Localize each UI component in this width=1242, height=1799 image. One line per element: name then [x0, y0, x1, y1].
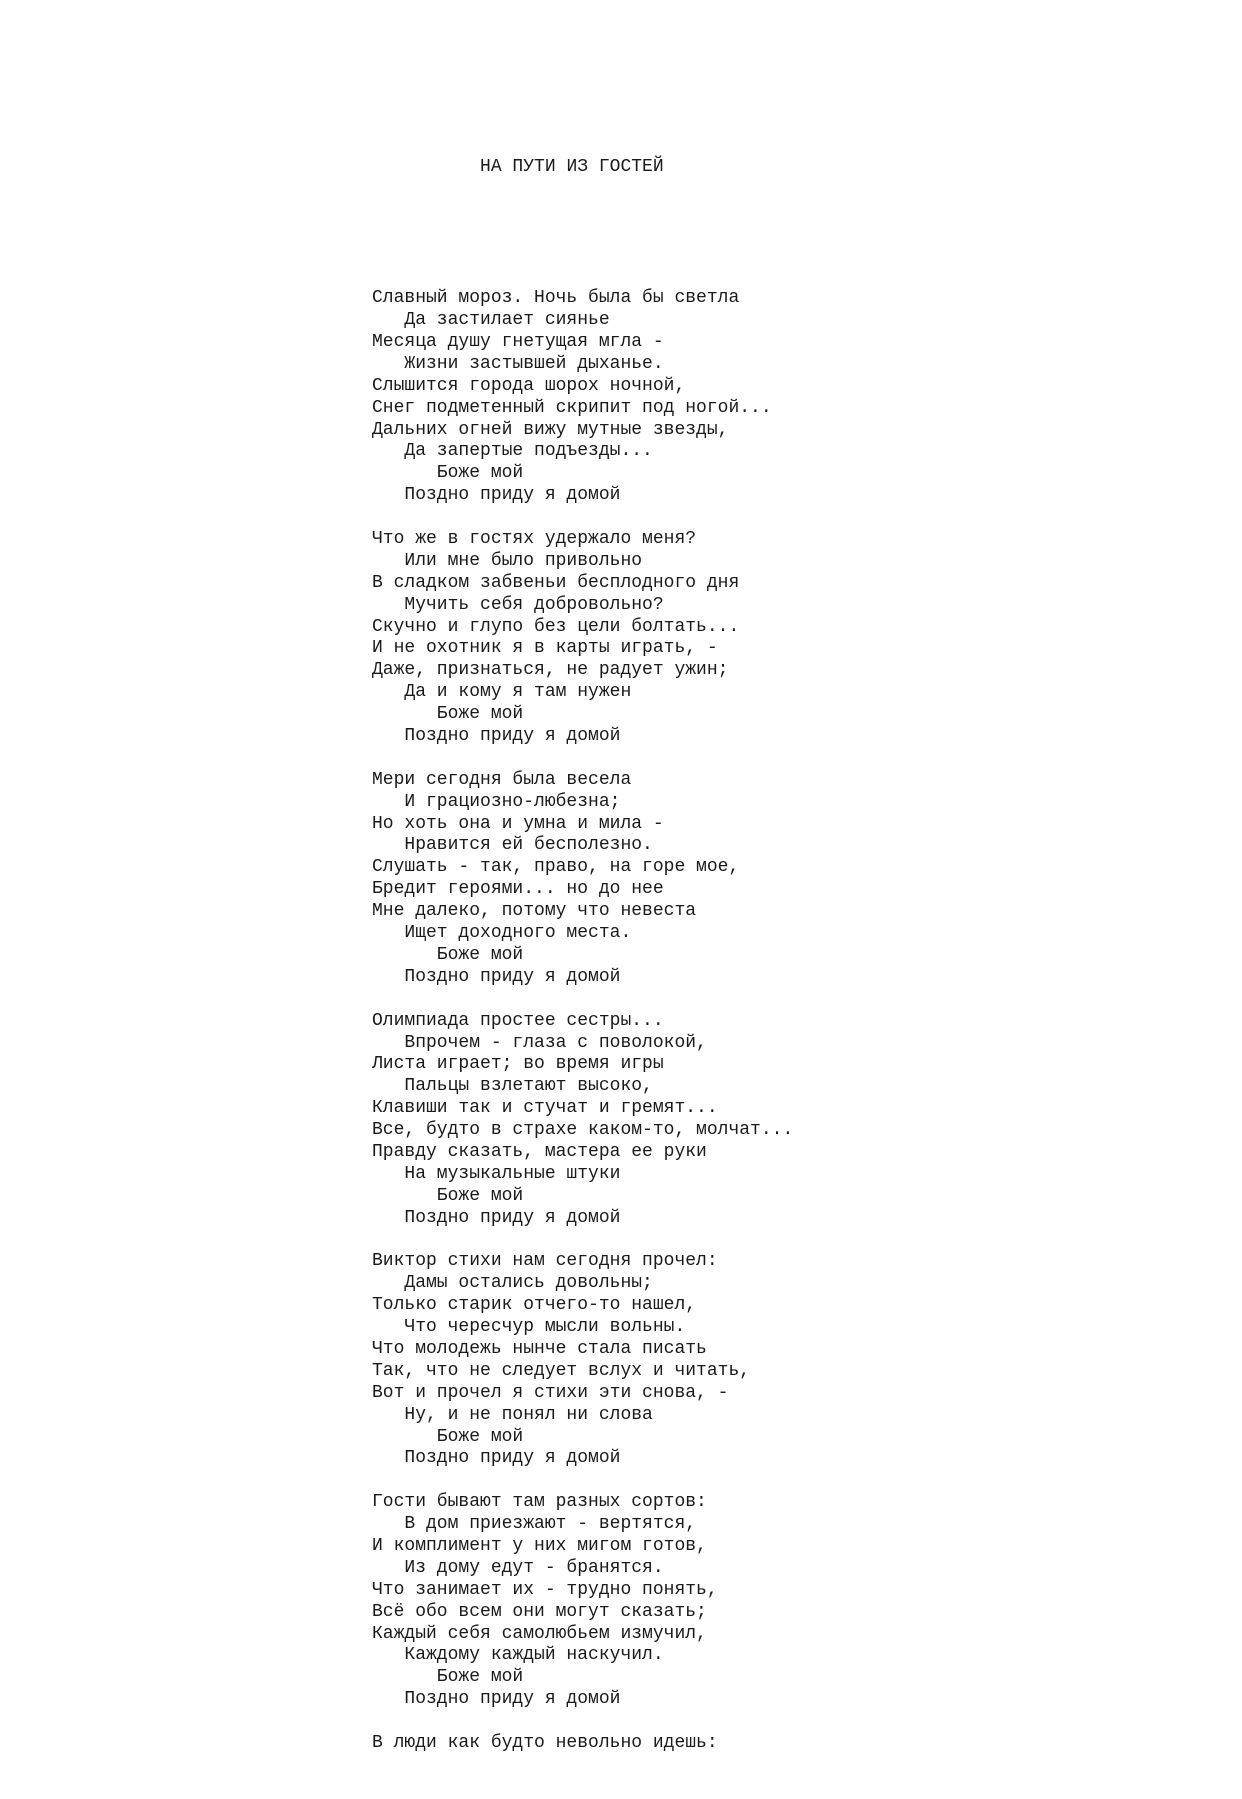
poem-line: На музыкальные штуки: [372, 1163, 621, 1184]
poem-line: Что молодежь нынче стала писать: [372, 1338, 707, 1359]
poem-line: Слышится города шорох ночной,: [372, 375, 686, 396]
title-gap: [372, 223, 1192, 245]
poem-line: Что чересчур мысли вольны.: [372, 1317, 686, 1338]
stanza-gap: [372, 748, 1192, 770]
poem-line: Боже мой: [372, 463, 524, 484]
poem-line: Клавиши так и стучат и гремят...: [372, 1098, 718, 1119]
poem-line: Дамы остались довольны;: [372, 1273, 653, 1294]
poem-line: Скучно и глупо без цели болтать...: [372, 616, 740, 637]
poem-line: Дальних огней вижу мутные звезды,: [372, 419, 729, 440]
stanza: [372, 770, 1192, 989]
poem-line: Листа играет; во время игры: [372, 1054, 664, 1075]
poem-line: Все, будто в страхе каком-то, молчат...: [372, 1120, 794, 1141]
poem-line: Поздно приду я домой: [372, 726, 621, 747]
poem-line: Мери сегодня была весела: [372, 769, 632, 790]
poem-line: Правду сказать, мастера ее руки: [372, 1141, 707, 1162]
poem-line: Месяца душу гнетущая мгла -: [372, 332, 664, 352]
poem-line: Только старик отчего-то нашел,: [372, 1295, 697, 1316]
poem-line: В люди как будто невольно идешь:: [372, 1733, 718, 1753]
poem-line: Боже мой: [372, 1185, 524, 1206]
poem-line: Так, что не следует вслух и читать,: [372, 1360, 751, 1381]
poem-line: Поздно приду я домой: [372, 966, 621, 987]
poem-line: Или мне было привольно: [372, 550, 643, 571]
poem-line: Поздно приду я домой: [372, 1689, 621, 1710]
stanza: [372, 529, 1192, 748]
poem-line: И комплимент у них мигом готов,: [372, 1535, 707, 1556]
poem-line: Ну, и не понял ни слова: [372, 1404, 653, 1425]
poem-line: Да запертые подъезды...: [372, 441, 653, 462]
poem-line: Бредит героями... но до нее: [372, 879, 664, 900]
poem-line: И грациозно-любезна;: [372, 791, 621, 812]
poem-title: [372, 157, 1192, 179]
poem-line: Каждый себя самолюбьем измучил,: [372, 1623, 707, 1644]
poem-line: Вот и прочел я стихи эти снова, -: [372, 1382, 729, 1403]
stanza-list: [372, 288, 1192, 1755]
stanza-gap: [372, 1711, 1192, 1733]
stanza-gap: [372, 507, 1192, 529]
title-indent: [372, 157, 480, 177]
poem-line: Но хоть она и умна и мила -: [372, 813, 664, 834]
poem-line: Да и кому я там нужен: [372, 682, 632, 703]
poem-line: Что занимает их - трудно понять,: [372, 1579, 718, 1600]
poem-line: Поздно приду я домой: [372, 1448, 621, 1469]
stanza: [372, 1733, 1192, 1755]
poem-line: Жизни застывшей дыханье.: [372, 353, 664, 374]
title-text: НА ПУТИ ИЗ ГОСТЕЙ: [480, 156, 664, 177]
poem-line: Мне далеко, потому что невеста: [372, 901, 697, 922]
stanza: [372, 1492, 1192, 1711]
stanza-gap: [372, 1230, 1192, 1252]
stanza-gap: [372, 989, 1192, 1011]
poem-line: Гости бывают там разных сортов:: [372, 1492, 707, 1513]
poem-line: Каждому каждый наскучил.: [372, 1645, 664, 1666]
stanza: [372, 288, 1192, 507]
poem-line: Из дому едут - бранятся.: [372, 1557, 664, 1578]
poem-line: И не охотник я в карты играть, -: [372, 638, 718, 659]
poem-line: Мучить себя добровольно?: [372, 594, 664, 615]
poem-line: Боже мой: [372, 1667, 524, 1688]
poem-line: Ищет доходного места.: [372, 923, 632, 944]
poem-line: В дом приезжают - вертятся,: [372, 1514, 697, 1535]
poem-line: Даже, признаться, не радует ужин;: [372, 660, 729, 681]
poem-line: Боже мой: [372, 1426, 524, 1447]
poem-line: Да застилает сиянье: [372, 310, 610, 331]
poem-line: Славный мороз. Ночь была бы светла: [372, 288, 740, 309]
stanza: [372, 1251, 1192, 1470]
stanza: [372, 1011, 1192, 1230]
poem-line: Слушать - так, право, на горе мое,: [372, 857, 740, 878]
poem-line: Снег подметенный скрипит под ногой...: [372, 397, 772, 418]
poem-line: Виктор стихи нам сегодня прочел:: [372, 1251, 718, 1272]
poem-line: Нравится ей бесполезно.: [372, 835, 653, 856]
poem-line: Поздно приду я домой: [372, 1207, 621, 1228]
poem-line: Олимпиада простее сестры...: [372, 1010, 664, 1031]
poem-line: Пальцы взлетают высоко,: [372, 1076, 653, 1097]
poem-line: Поздно приду я домой: [372, 485, 621, 506]
poem-body: [372, 113, 1192, 1799]
poem-line: В сладком забвеньи бесплодного дня: [372, 572, 740, 593]
poem-line: Боже мой: [372, 704, 524, 725]
stanza-gap: [372, 1470, 1192, 1492]
poem-line: Впрочем - глаза с поволокой,: [372, 1032, 707, 1053]
poem-line: Боже мой: [372, 944, 524, 965]
poem-line: Что же в гостях удержало меня?: [372, 529, 697, 550]
poem-line: Всё обо всем они могут сказать;: [372, 1601, 707, 1622]
